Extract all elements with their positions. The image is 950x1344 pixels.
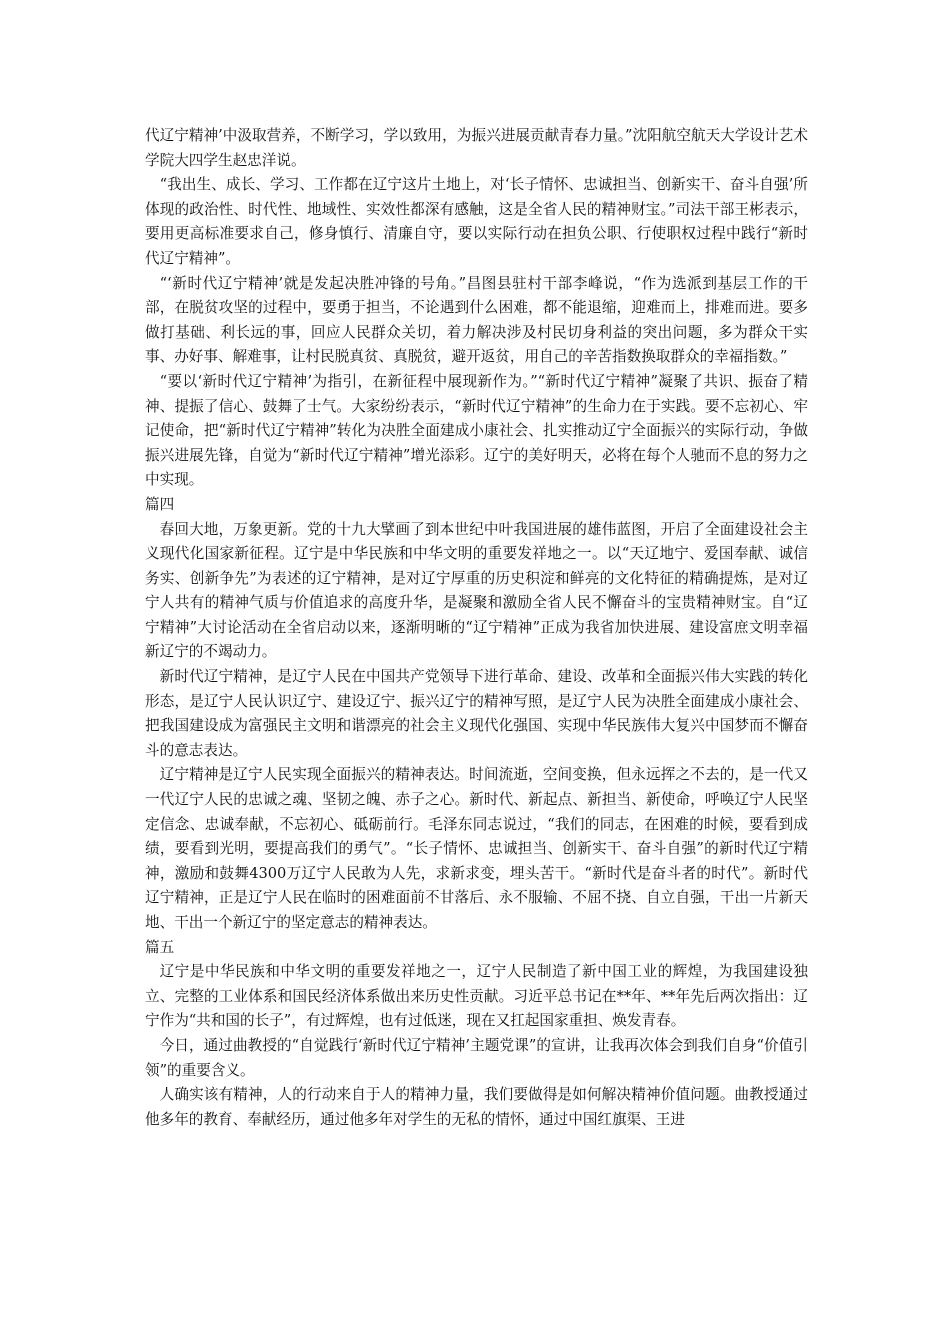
- paragraph-8: 辽宁是中华民族和中华文明的重要发祥地之一，辽宁人民制造了新中国工业的辉煌，为我国建设独立、完整的工业体系和国民经济体系做出来历史性贡献。习近平总书记在**年、**年先后两次指出：辽宁作为“共和国的长子”，有过辉煌，也有过低迷，现在又扛起国家重担、焕发青春。: [145, 963, 808, 1030]
- paragraph-6: 新时代辽宁精神，是辽宁人民在中国共产党领导下进行革命、建设、改革和全面振兴伟大实践的转化形态，是辽宁人民认识辽宁、建设辽宁、振兴辽宁的精神写照，是辽宁人民为决胜全面建成小康社会、把我国建设成为富强民主文明和谐漂亮的社会主义现代化强国、实现中华民族伟大复兴中国梦而不懈奋斗的意志表达。: [145, 668, 808, 759]
- paragraph-2: “我出生、成长、学习、工作都在辽宁这片土地上，对‘长子情怀、忠诚担当、创新实干、奋斗自强’所体现的政治性、时代性、地域性、实效性都深有感触，这是全省人民的精神财宝。”司法干部王彬表示，要用更高标准要求自己，修身慎行、清廉自守，要以实际行动在担负公职、行使职权过程中践行“新时代辽宁精神”。: [145, 176, 808, 267]
- section-heading-4: 篇四: [145, 495, 175, 513]
- paragraph-3: “‘新时代辽宁精神’就是发起决胜冲锋的号角。”昌图县驻村干部李峰说，“作为选派到基层工作的干部，在脱贫攻坚的过程中，要勇于担当，不论遇到什么困难，都不能退缩，迎难而上，排难而进。要多做打基础、利长远的事，回应人民群众关切，着力解决涉及村民切身利益的突出问题，多为群众干实事、办好事、解难事，让村民脱真贫、真脱贫，避开返贫，用自己的辛苦指数换取群众的幸福指数。”: [145, 274, 808, 366]
- paragraph-1: 代辽宁精神’中汲取营养，不断学习，学以致用，为振兴进展贡献青春力量。”沈阳航空航天大学设计艺术学院大四学生赵忠洋说。: [145, 127, 808, 169]
- paragraph-5: 春回大地，万象更新。党的十九大擘画了到本世纪中叶我国进展的雄伟蓝图，开启了全面建设社会主义现代化国家新征程。辽宁是中华民族和中华文明的重要发祥地之一。以“天辽地宁、爱国奉献、诚信务实、创新争先”为表述的辽宁精神，是对辽宁厚重的历史积淀和鲜亮的文化特征的精确提炼，是对辽宁人共有的精神气质与价值追求的高度升华，是凝聚和激励全省人民不懈奋斗的宝贵精神财宝。自“辽宁精神”大讨论活动在全省启动以来，逐渐明晰的“辽宁精神”正成为我省加快进展、建设富庶文明幸福新辽宁的不竭动力。: [145, 520, 808, 661]
- paragraph-7: 辽宁精神是辽宁人民实现全面振兴的精神表达。时间流逝，空间变换，但永远挥之不去的，是一代又一代辽宁人民的忠诚之魂、坚韧之魄、赤子之心。新时代、新起点、新担当、新使命，呼唤辽宁人民坚定信念、忠诚奉献，不忘初心、砥砺前行。毛泽东同志说过，“我们的同志，在困难的时候，要看到成绩，要看到光明，要提高我们的勇气”。“长子情怀、忠诚担当、创新实干、奋斗自强”的新时代辽宁精神，激励和鼓舞4300万辽宁人民敢为人先，求新求变，埋头苦干。“新时代是奋斗者的时代”。新时代辽宁精神，正是辽宁人民在临时的困难面前不甘落后、永不服输、不屈不挠、自立自强，干出一片新天地、干出一个新辽宁的坚定意志的精神表达。: [145, 766, 808, 931]
- paragraph-10: 人确实该有精神，人的行动来自于人的精神力量，我们要做得是如何解决精神价值问题。曲教授通过他多年的教育、奉献经历，通过他多年对学生的无私的情怀，通过中国红旗渠、王进: [145, 1086, 808, 1128]
- paragraph-4: “要以‘新时代辽宁精神’为指引，在新征程中展现新作为。”“新时代辽宁精神”凝聚了共识、振奋了精神、提振了信心、鼓舞了士气。大家纷纷表示，“新时代辽宁精神”的生命力在于实践。要不忘初心、牢记使命，把“新时代辽宁精神”转化为决胜全面建成小康社会、扎实推动辽宁全面振兴的实际行动，争做振兴进展先锋，自觉为“新时代辽宁精神”增光添彩。辽宁的美好明天，必将在每个人驰而不息的努力之中实现。: [145, 372, 808, 489]
- paragraph-9: 今日，通过曲教授的“自觉践行‘新时代辽宁精神’主题党课”的宣讲，让我再次体会到我们自身“价值引领”的重要含义。: [145, 1036, 808, 1079]
- document-page: [145, 124, 808, 1132]
- section-heading-5: 篇五: [145, 938, 175, 956]
